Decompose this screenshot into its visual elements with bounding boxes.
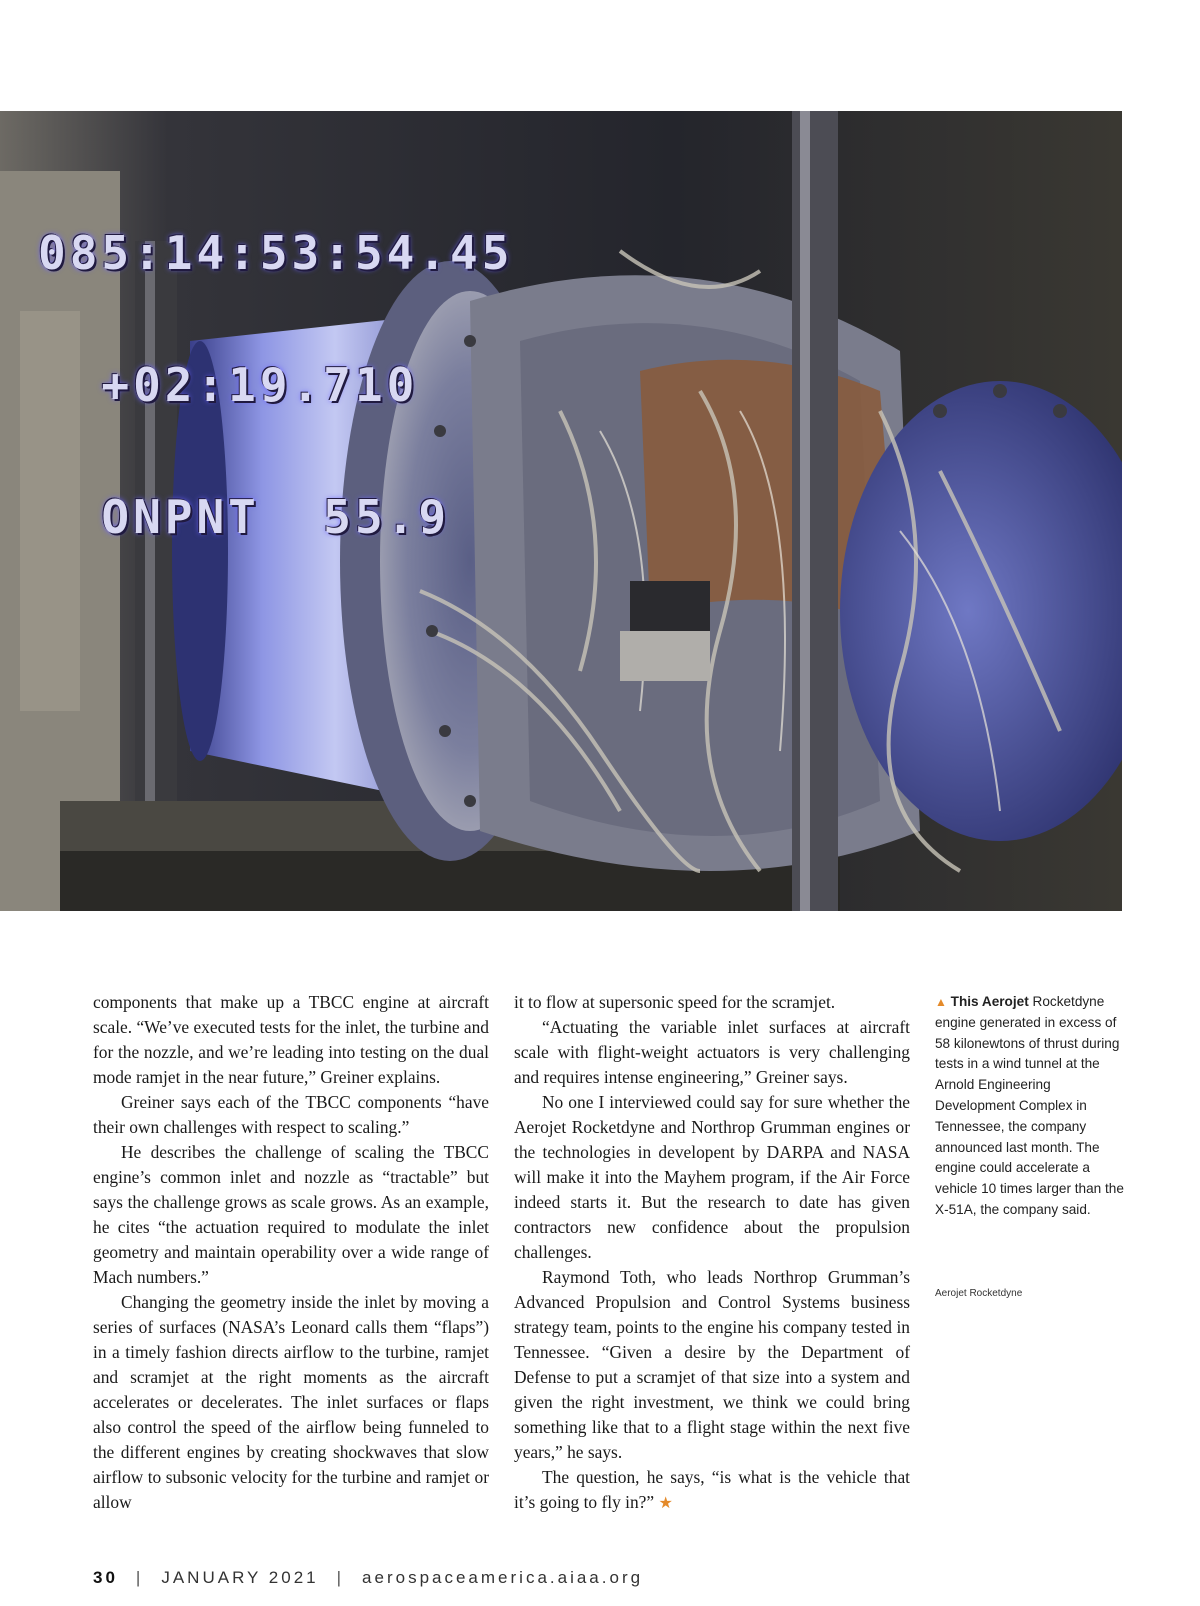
photo-caption	[935, 992, 1125, 1221]
caption-text: Rocketdyne engine generated in excess of 58 kilonewtons of thrust during tests in a wind tunnel at the Arnold Engineering Development Complex in Tennessee, the company announced last month. The engine could accelerate a vehicle 10 times larger than the X-51A, the company said.	[935, 994, 1124, 1217]
paragraph: it to flow at supersonic speed for the scramjet.	[514, 992, 836, 1012]
page-number: 30	[93, 1568, 118, 1587]
end-mark-star-icon: ★	[658, 1495, 673, 1512]
article-column-1	[93, 990, 489, 1515]
page-footer	[93, 1568, 643, 1588]
caption-lead: This Aerojet	[950, 994, 1029, 1009]
footer-separator: |	[336, 1568, 345, 1587]
paragraph-final	[514, 1465, 910, 1516]
article-column-2	[514, 990, 910, 1516]
engine-test-photo	[0, 111, 1122, 911]
paragraph: Greiner says each of the TBCC components “have their own challenges with respect to scaling.”	[93, 1092, 489, 1137]
paragraph: “Actuating the variable inlet surfaces at aircraft scale with flight-weight actuators is very challenging and requires intense engineering,” Greiner says.	[514, 1017, 910, 1087]
paragraph: No one I interviewed could say for sure whether the Aerojet Rocketdyne and Northrop Grumman engines or the technologies in developent by DARPA and NASA will make it into the Mayhem program, if the Air Force indeed starts it. But the research to date has given contractors new confidence about the propulsion challenges.	[514, 1092, 910, 1262]
osd-line-2: +02:19.710	[38, 358, 419, 412]
photo-credit: Aerojet Rocketdyne	[935, 1288, 1023, 1299]
osd-line-3: ONPNT 55.9	[38, 490, 451, 544]
website-url: aerospaceamerica.aiaa.org	[362, 1568, 644, 1587]
paragraph: Raymond Toth, who leads Northrop Grumman’s Advanced Propulsion and Control Systems business strategy team, points to the engine his company tested in Tennessee. “Given a desire by the Department of Defense to put a scramjet of that size into a system and given the right investment, we think we could bring something like that to a flight stage within the next five years,” he says.	[514, 1267, 910, 1462]
paragraph: components that make up a TBCC engine at aircraft scale. “We’ve executed tests for the inlet, the turbine and for the nozzle, and we’re leading into testing on the dual mode ramjet in the near future,” Greiner explains.	[93, 992, 490, 1087]
caption-triangle-icon: ▲	[935, 995, 947, 1009]
paragraph: Changing the geometry inside the inlet by moving a series of surfaces (NASA’s Leonard calls them “flaps”) in a timely fashion directs airflow to the turbine, ramjet and scramjet at the right moments as the aircraft accelerates or decelerates. The inlet surfaces or flaps also control the speed of the airflow being funneled to the different engines by creating shockwaves that slow airflow to subsonic velocity for the turbine and ramjet or allow	[93, 1292, 489, 1512]
issue-date: JANUARY 2021	[161, 1568, 319, 1587]
footer-separator: |	[135, 1568, 144, 1587]
osd-line-1: 085:14:53:54.45	[38, 226, 514, 280]
paragraph-text: The question, he says, “is what is the vehicle that it’s going to fly in?”	[514, 1467, 910, 1512]
paragraph: He describes the challenge of scaling the TBCC engine’s common inlet and nozzle as “tractable” but says the challenge grows as scale grows. As an example, he cites “the actuation required to modulate the inlet geometry and maintain operability over a wide range of Mach numbers.”	[93, 1142, 489, 1287]
video-timecode-overlay	[38, 143, 513, 627]
